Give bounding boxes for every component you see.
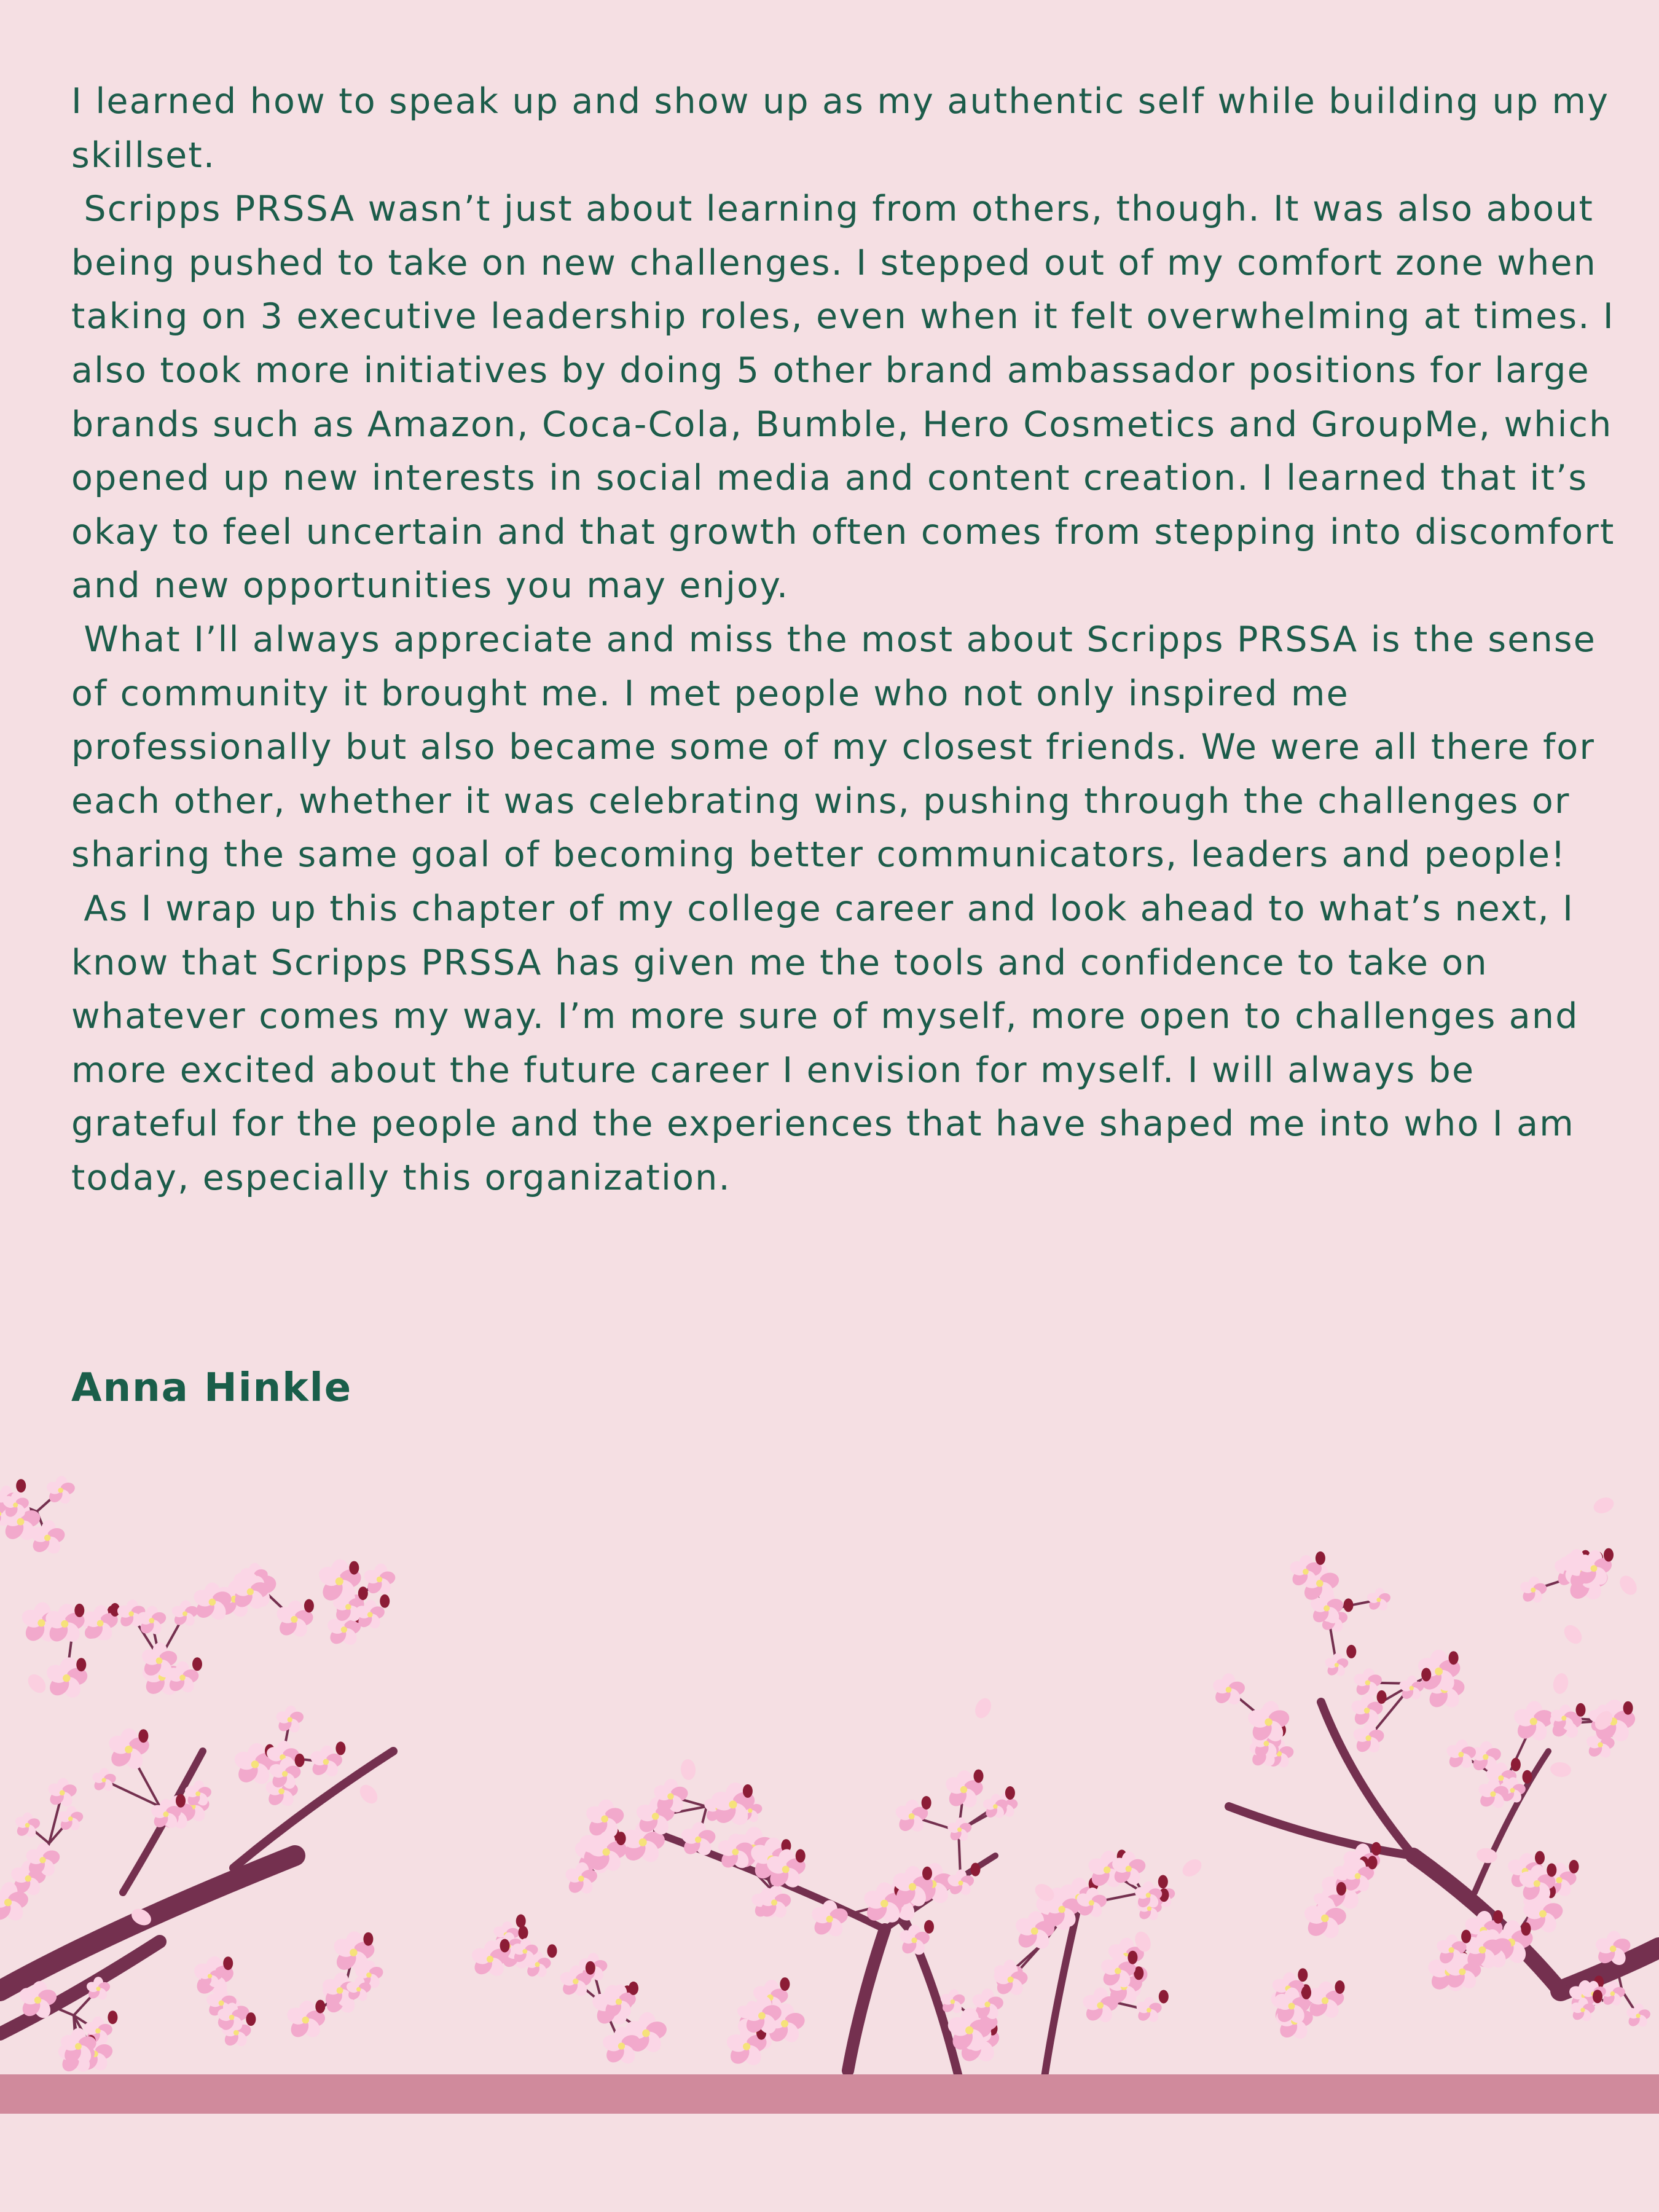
blossom-flower	[46, 1778, 78, 1809]
blossom-center	[149, 1618, 154, 1623]
blossom-bud	[1158, 1875, 1168, 1889]
blossom-bud	[1377, 1690, 1387, 1704]
blossom-bud	[1523, 1770, 1532, 1784]
blossom-center	[993, 1804, 997, 1808]
blossom-center	[1089, 1900, 1094, 1905]
blossom-bud	[335, 1741, 345, 1755]
blossom-center	[487, 1956, 493, 1963]
blossom-center	[601, 1816, 608, 1823]
blossom-center	[960, 1786, 967, 1793]
article-body	[71, 75, 1628, 1205]
cherry-blossom-illustration	[0, 1462, 1659, 2077]
blossom-center	[771, 1899, 777, 1905]
blossom-center	[60, 1790, 65, 1795]
blossom-center	[97, 1620, 104, 1627]
blossom-center	[95, 2028, 101, 2034]
blossom-flower	[1351, 1722, 1386, 1755]
blossom-center	[75, 2043, 82, 2050]
blossom-center	[1610, 1991, 1615, 1996]
blossom-center	[732, 1849, 739, 1856]
blossom-center	[208, 1974, 212, 1978]
blossom-bud	[1128, 1951, 1137, 1964]
blossom-center	[1146, 1892, 1151, 1897]
blossom-center	[781, 2020, 788, 2028]
falling-petal	[680, 1759, 696, 1781]
blossom-center	[25, 1875, 32, 1882]
blossom-center	[195, 1791, 200, 1796]
blossom-center	[1265, 1718, 1272, 1725]
blossom-bud	[796, 1849, 806, 1862]
blossom-center	[179, 1675, 186, 1681]
blossom-center	[1324, 1605, 1330, 1611]
blossom-center	[4, 1899, 12, 1906]
blossom-center	[1479, 1947, 1486, 1954]
blossom-bud	[74, 1604, 84, 1617]
blossom-center	[826, 1916, 833, 1923]
blossom-center	[1104, 1867, 1110, 1873]
blossom-center	[1364, 1708, 1370, 1714]
blossom-center	[1556, 1877, 1562, 1883]
blossom-bud	[358, 1586, 368, 1600]
blossom-bud	[1298, 1968, 1308, 1982]
blossom-bud	[1159, 1990, 1169, 2004]
blossom-center	[1610, 1945, 1617, 1952]
blossom-bud	[304, 1599, 314, 1613]
blossom-center	[965, 2026, 973, 2034]
blossom-center	[356, 1987, 361, 1991]
blossom-center	[1322, 1997, 1328, 2004]
blossom-center	[233, 2030, 239, 2036]
blossom-center	[337, 1987, 343, 1994]
blossom-bud	[1421, 1668, 1431, 1681]
blossom-bud	[315, 2000, 325, 2014]
blossom-center	[61, 1620, 68, 1628]
blossom-bud	[924, 1920, 934, 1934]
blossom-bud	[616, 1832, 626, 1845]
blossom-bud	[349, 1561, 359, 1575]
blossom-bud	[76, 1658, 86, 1671]
blossom-center	[782, 1865, 790, 1873]
blossom-center	[1365, 1680, 1371, 1685]
blossom-bud	[629, 1982, 638, 1995]
falling-petal	[25, 1671, 49, 1696]
blossom-center	[219, 2001, 224, 2006]
falling-petal	[1550, 1761, 1572, 1778]
blossom-center	[743, 2043, 750, 2050]
blossom-center	[1598, 1742, 1602, 1747]
falling-petal	[1617, 1572, 1641, 1598]
blossom-bud	[1335, 1980, 1345, 1994]
flowers-group	[0, 1475, 1651, 2075]
paragraph: As I wrap up this chapter of my college career and look ahead to what’s next, I know that Scripps PRSSA has given me the tools and confidence to take on whatever comes my way. I’m more sure of myself, more open to challenges and more excited about the future career I envision for myself. I will always be grateful for the people and the experiences that have shaped me into who I am today, especially this organization.	[71, 888, 1591, 1198]
blossom-center	[1435, 1668, 1443, 1676]
blossom-bud	[1301, 1986, 1311, 1999]
blossom-flower	[1518, 1576, 1547, 1605]
blossom-center	[1458, 1752, 1464, 1757]
blossom-center	[34, 1997, 41, 2004]
blossom-bud	[1604, 1548, 1614, 1562]
blossom-bud	[1535, 1851, 1545, 1864]
blossom-center	[247, 1588, 254, 1595]
blossom-flower	[1445, 1739, 1477, 1771]
blossom-center	[522, 1949, 527, 1954]
blossom-center	[39, 1857, 45, 1863]
blossom-center	[17, 1518, 25, 1526]
blossom-bud	[586, 1961, 595, 1975]
blossom-bud	[500, 1939, 510, 1953]
paragraph: I learned how to speak up and show up as my authentic self while building up my skillset.	[71, 81, 1622, 176]
blossom-center	[642, 2030, 649, 2037]
blossom-center	[1510, 1788, 1515, 1793]
blossom-bud	[1493, 1910, 1503, 1924]
branch	[848, 1929, 885, 2071]
blossom-bud	[176, 1794, 186, 1808]
blossom-bud	[1593, 1990, 1602, 2003]
blossom-center	[251, 1760, 259, 1768]
blossom-center	[1498, 1775, 1504, 1781]
falling-petal	[1591, 1495, 1617, 1516]
blossom-center	[951, 1999, 955, 2004]
blossom-bud	[380, 1594, 390, 1608]
blossom-center	[156, 1657, 163, 1664]
blossom-center	[909, 1883, 916, 1891]
falling-petal	[1551, 1672, 1570, 1695]
blossom-center	[302, 2017, 310, 2024]
blossom-center	[229, 2015, 235, 2020]
blossom-center	[1303, 1569, 1309, 1575]
blossom-flower	[1135, 1997, 1163, 2025]
blossom-center	[341, 1626, 347, 1633]
blossom-bud	[192, 1657, 202, 1671]
blossom-center	[748, 1808, 752, 1813]
author-signature: Anna Hinkle	[71, 1365, 353, 1411]
blossom-bud	[1521, 1922, 1531, 1936]
blossom-bud	[1371, 1842, 1381, 1856]
blossom-bud	[516, 1915, 526, 1928]
blossom-center	[13, 1502, 18, 1507]
blossom-center	[1263, 1741, 1269, 1746]
blossom-center	[128, 1611, 133, 1616]
blossom-center	[535, 1962, 539, 1967]
blossom-center	[366, 1972, 372, 1978]
blossom-center	[1534, 1880, 1540, 1887]
blossom-center	[68, 1816, 73, 1821]
blossom-center	[602, 1848, 610, 1856]
blossom-bud	[16, 1479, 26, 1492]
falling-petal	[356, 1781, 381, 1807]
blossom-bud	[295, 1754, 305, 1767]
blossom-center	[1530, 1718, 1537, 1725]
blossom-bud	[780, 1977, 790, 1991]
blossom-center	[1335, 1663, 1339, 1667]
blossom-center	[578, 1876, 584, 1882]
blossom-bud	[1449, 1651, 1459, 1665]
blossom-bud	[547, 1944, 557, 1958]
blossom-center	[278, 1788, 284, 1794]
blossom-center	[58, 1488, 63, 1492]
blossom-center	[1097, 2002, 1104, 2009]
blossom-center	[1115, 1967, 1121, 1974]
blossom-bud	[138, 1729, 148, 1743]
blossom-center	[1591, 1565, 1598, 1572]
ground-bar	[0, 2074, 1659, 2114]
blossom-center	[291, 1616, 297, 1623]
blossom-bud	[223, 1956, 233, 1970]
blossom-bud	[246, 2012, 256, 2026]
paragraph: Scripps PRSSA wasn’t just about learning from others, though. It was also about being pushed to take on new challenges. I stepped out of my comfort zone when taking on 3 executive leadership roles, even when it felt overwhelming at times. I also took more initiatives by doing 5 other brand ambassador positions for large brands such as Amazon, Coca-Cola, Bumble, Hero Cosmetics and GroupMe, which opened up new interests in social media and content creation. I learned that it’s okay to feel uncertain and that growth often comes from stepping into discomfort and new opportunities you may enjoy.	[71, 189, 1628, 606]
blossom-center	[209, 1599, 216, 1606]
blossom-center	[377, 1577, 382, 1582]
blossom-center	[1226, 1687, 1232, 1693]
blossom-center	[573, 1979, 578, 1984]
blossom-center	[1459, 1968, 1465, 1975]
blossom-center	[1376, 1598, 1381, 1602]
blossom-center	[345, 1604, 351, 1610]
blossom-bud	[1623, 1701, 1633, 1715]
blossom-center	[957, 1827, 962, 1832]
blossom-flower	[1366, 1587, 1392, 1612]
blossom-bud	[1569, 1860, 1579, 1873]
blossom-center	[1483, 1754, 1488, 1760]
blossom-center	[182, 1611, 187, 1616]
blossom-bud	[1346, 1645, 1356, 1658]
blossom-flower	[1211, 1673, 1246, 1707]
blossom-bud	[971, 1863, 981, 1877]
blossom-flower	[275, 1705, 305, 1735]
blossom-center	[909, 1813, 915, 1819]
blossom-center	[1008, 1977, 1014, 1983]
blossom-bud	[743, 1784, 753, 1798]
blossom-bud	[922, 1867, 932, 1880]
blossom-center	[911, 1937, 917, 1943]
blossom-center	[350, 1948, 357, 1956]
falling-petal	[1561, 1622, 1585, 1647]
blossom-center	[323, 1759, 329, 1765]
paragraph: What I’ll always appreciate and miss the most about Scripps PRSSA is the sense of community it brought me. I met people who not only inspired me professionally but also became some of my closest friends. We were all there for each other, whether it was celebrating wins, pushing through the challenges or sharing the same goal of becoming better communicators, leaders and people!	[71, 619, 1609, 876]
blossom-center	[1490, 1791, 1496, 1797]
blossom-center	[1058, 1906, 1065, 1913]
blossom-center	[652, 1813, 659, 1820]
blossom-center	[1147, 1906, 1151, 1910]
blossom-center	[37, 1619, 45, 1626]
blossom-center	[1147, 2008, 1151, 2013]
blossom-center	[163, 1811, 168, 1817]
blossom-center	[63, 1674, 70, 1682]
blossom-center	[25, 1823, 30, 1828]
blossom-center	[282, 1771, 288, 1776]
blossom-center	[1365, 1735, 1371, 1741]
blossom-bud	[974, 1770, 984, 1783]
blossom-center	[1031, 1928, 1038, 1935]
blossom-center	[288, 1717, 292, 1722]
blossom-center	[959, 1881, 963, 1886]
blossom-bud	[1547, 1864, 1556, 1877]
blossom-center	[1580, 2008, 1585, 2012]
blossom-center	[667, 1793, 673, 1799]
blossom-bud	[1316, 1551, 1325, 1565]
blossom-center	[125, 1746, 132, 1753]
blossom-bud	[1336, 1882, 1346, 1896]
blossom-center	[639, 1838, 647, 1846]
blossom-bud	[1368, 1856, 1378, 1869]
blossom-center	[44, 1535, 50, 1541]
blossom-flower	[91, 1768, 117, 1793]
blossom-flower	[1324, 1653, 1349, 1678]
falling-petal	[972, 1696, 994, 1721]
blossom-flower	[1512, 1701, 1556, 1744]
blossom-center	[1410, 1686, 1414, 1690]
blossom-center	[758, 2012, 766, 2020]
blossom-bud	[108, 2010, 117, 2024]
blossom-center	[880, 1900, 888, 1907]
blossom-bud	[363, 1932, 373, 1946]
blossom-center	[1561, 1716, 1566, 1720]
blossom-center	[618, 2042, 625, 2049]
blossom-center	[616, 1999, 622, 2005]
blossom-center	[1355, 1873, 1361, 1879]
falling-petals-group	[25, 1495, 1641, 1955]
blossom-center	[335, 1577, 343, 1585]
blossom-center	[984, 2002, 990, 2007]
blossom-center	[1531, 1588, 1535, 1593]
blossom-center	[1636, 2014, 1640, 2018]
blossom-center	[1288, 2002, 1295, 2009]
blossom-flower	[946, 1817, 973, 1843]
blossom-center	[1316, 1580, 1324, 1587]
blossom-bud	[1005, 1786, 1015, 1800]
blossom-bud	[1461, 1930, 1471, 1943]
blossom-bud	[1344, 1598, 1354, 1612]
falling-petal	[1179, 1856, 1205, 1880]
blossom-center	[1321, 1915, 1329, 1923]
blossom-bud	[519, 1926, 528, 1939]
blossom-flower	[170, 1600, 199, 1628]
blossom-bud	[1576, 1703, 1586, 1717]
blossom-center	[695, 1837, 701, 1843]
blossom-bud	[1511, 1758, 1521, 1771]
blossom-center	[1449, 1947, 1454, 1953]
blossom-center	[1126, 1865, 1132, 1872]
blossom-flower	[14, 1812, 41, 1839]
blossom-center	[1539, 1910, 1547, 1918]
blossom-center	[729, 1800, 737, 1808]
blossom-center	[367, 1612, 373, 1617]
blossom-flower	[1625, 2003, 1651, 2029]
blossom-center	[96, 1986, 100, 1991]
blossom-center	[102, 1778, 106, 1783]
blossom-bud	[922, 1796, 931, 1810]
